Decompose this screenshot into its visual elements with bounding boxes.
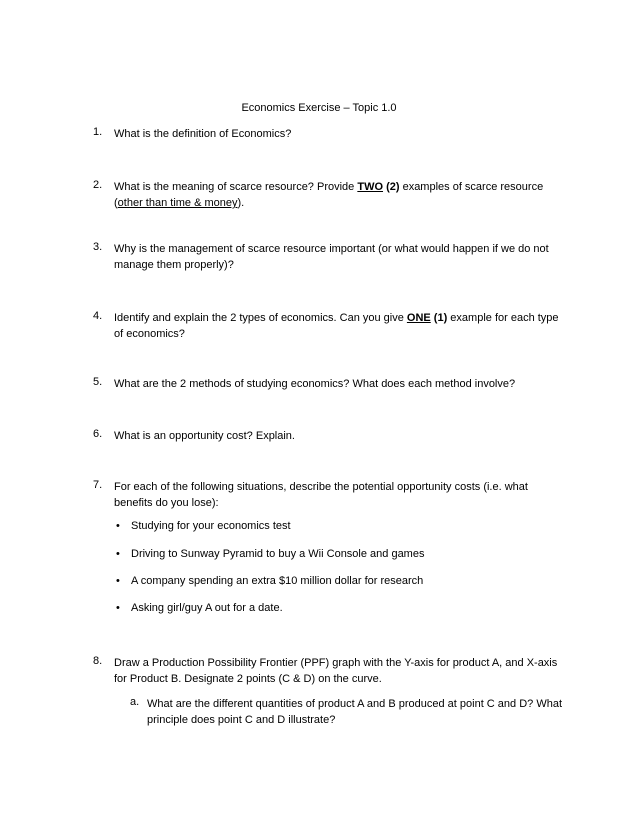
page-title: Economics Exercise – Topic 1.0 bbox=[241, 102, 397, 114]
question-text: What is the definition of Economics? bbox=[114, 128, 292, 140]
bullet-icon: • bbox=[116, 520, 120, 532]
bullet-icon: • bbox=[116, 575, 120, 587]
bullet-text: Studying for your economics test bbox=[131, 520, 291, 532]
question-text: Identify and explain the 2 types of economics. Can you give ONE (1) example for each type of economics? bbox=[114, 312, 559, 340]
question-number: 4. bbox=[93, 310, 103, 322]
question-number: 8. bbox=[93, 655, 103, 667]
question-number: 3. bbox=[93, 241, 103, 253]
question-6 bbox=[93, 428, 563, 444]
question-number: 2. bbox=[93, 179, 103, 191]
question-number: 6. bbox=[93, 428, 103, 440]
bullet-text: Driving to Sunway Pyramid to buy a Wii Console and games bbox=[131, 548, 425, 560]
bullet-icon: • bbox=[116, 602, 120, 614]
emphasis-one: ONE bbox=[406, 312, 431, 324]
question-text: What is an opportunity cost? Explain. bbox=[114, 430, 295, 442]
bullet-text: Asking girl/guy A out for a date. bbox=[131, 602, 283, 614]
question-5 bbox=[93, 376, 563, 392]
sub-question-text: What are the different quantities of product A and B produced at point C and D? What principle does point C and D illustrate? bbox=[147, 698, 563, 726]
list-item bbox=[114, 547, 554, 561]
question-1 bbox=[93, 126, 563, 142]
sub-question-letter: a. bbox=[130, 696, 140, 708]
list-item bbox=[114, 519, 554, 533]
list-item bbox=[114, 601, 554, 615]
question-text: Draw a Production Possibility Frontier (PPF) graph with the Y-axis for product A, and X-axis for Product B. Designate 2 points (C & D) on the curve. bbox=[114, 657, 558, 685]
question-number: 7. bbox=[93, 479, 103, 491]
sub-question-a bbox=[130, 696, 562, 728]
question-text: What are the 2 methods of studying economics? What does each method involve? bbox=[114, 378, 516, 390]
question-number: 5. bbox=[93, 376, 103, 388]
bullet-text: A company spending an extra $10 million dollar for research bbox=[131, 575, 424, 587]
question-text: For each of the following situations, describe the potential opportunity costs (i.e. what benefits do you lose): bbox=[114, 481, 528, 509]
underlined-text: other than time & money bbox=[117, 197, 238, 209]
question-8 bbox=[93, 655, 563, 687]
question-number: 1. bbox=[93, 126, 103, 138]
question-text: What is the meaning of scarce resource? Provide TWO (2) examples of scarce resource (other than time & money). bbox=[114, 181, 544, 209]
bullet-icon: • bbox=[116, 548, 120, 560]
question-4 bbox=[93, 310, 563, 342]
list-item bbox=[114, 574, 554, 588]
question-7 bbox=[93, 479, 563, 511]
question-2 bbox=[93, 179, 563, 211]
question-3 bbox=[93, 241, 563, 273]
emphasis-two: TWO bbox=[357, 181, 384, 193]
question-text: Why is the management of scarce resource important (or what would happen if we do not manage them properly)? bbox=[114, 243, 549, 271]
